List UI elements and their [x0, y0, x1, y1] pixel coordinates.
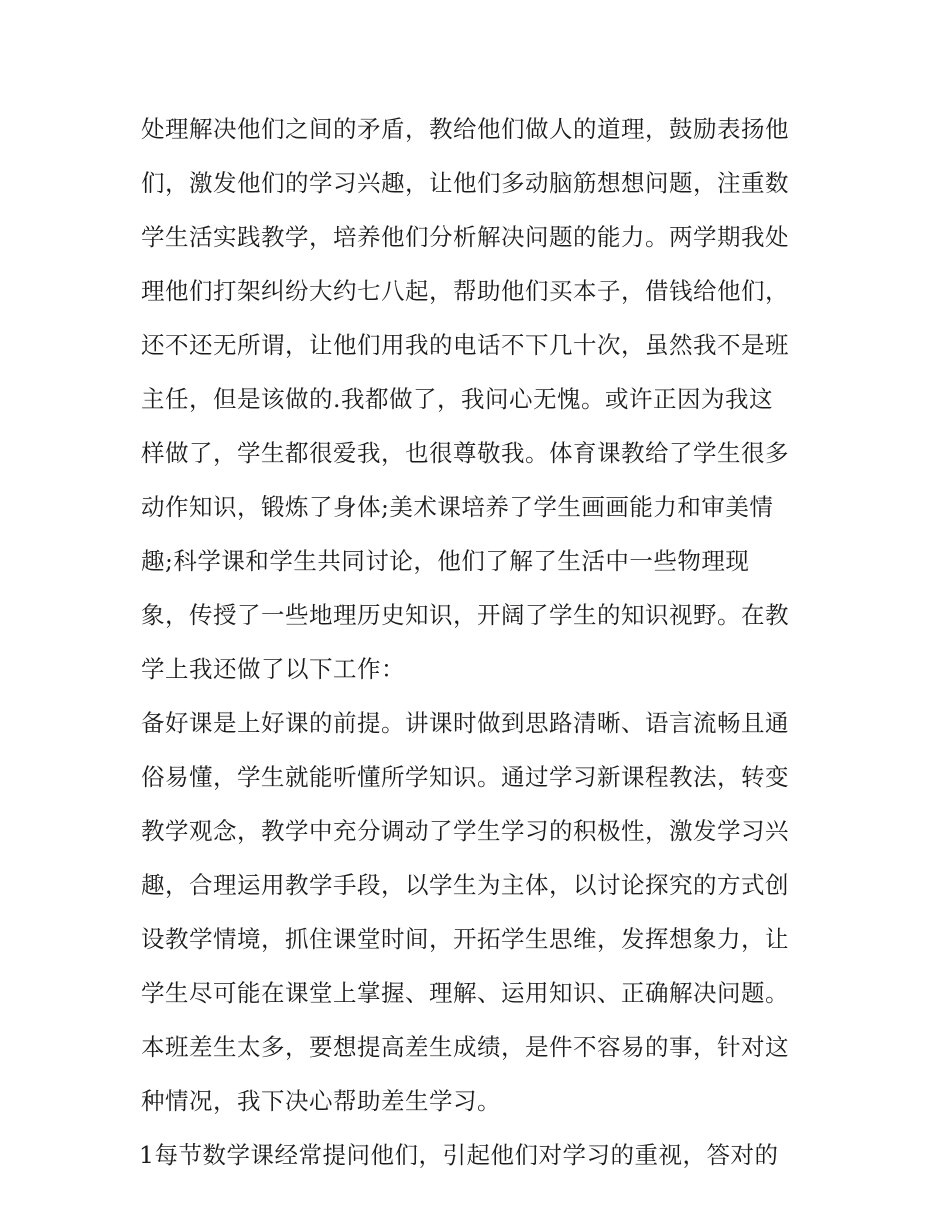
- text-line: 趣，合理运用教学手段，以学生为主体，以讨论探究的方式创: [141, 871, 789, 899]
- text-line: 本班差生太多，要想提高差生成绩，是件不容易的事，针对这: [141, 1033, 789, 1061]
- text-line: 们，激发他们的学习兴趣，让他们多动脑筋想想问题，注重数: [141, 169, 789, 197]
- text-line: 学生尽可能在课堂上掌握、理解、运用知识、正确解决问题。: [141, 979, 789, 1007]
- text-line: 主任，但是该做的.我都做了，我问心无愧。或许正因为我这: [141, 385, 773, 413]
- text-line: 备好课是上好课的前提。讲课时做到思路清晰、语言流畅且通: [141, 709, 789, 737]
- text-line: 象，传授了一些地理历史知识，开阔了学生的知识视野。在教: [141, 601, 789, 629]
- text-line: 1每节数学课经常提问他们，引起他们对学习的重视，答对的: [139, 1141, 779, 1169]
- text-line: 学生活实践教学，培养他们分析解决问题的能力。两学期我处: [141, 223, 789, 251]
- text-line: 趣;科学课和学生共同讨论，他们了解了生活中一些物理现: [141, 547, 750, 575]
- text-line: 还不还无所谓，让他们用我的电话不下几十次，虽然我不是班: [141, 331, 789, 359]
- text-line: 设教学情境，抓住课堂时间，开拓学生思维，发挥想象力，让: [141, 925, 789, 953]
- text-line: 动作知识，锻炼了身体;美术课培养了学生画画能力和审美情: [141, 493, 774, 521]
- text-line: 俗易懂，学生就能听懂所学知识。通过学习新课程教法，转变: [141, 763, 789, 791]
- text-line: 种情况，我下决心帮助差生学习。: [141, 1087, 501, 1115]
- text-line: 处理解决他们之间的矛盾，教给他们做人的道理，鼓励表扬他: [141, 115, 789, 143]
- text-line: 教学观念，教学中充分调动了学生学习的积极性，激发学习兴: [141, 817, 789, 845]
- text-line: 学上我还做了以下工作：: [141, 655, 405, 683]
- text-line: 理他们打架纠纷大约七八起，帮助他们买本子，借钱给他们，: [141, 277, 789, 305]
- text-line: 样做了，学生都很爱我，也很尊敬我。体育课教给了学生很多: [141, 439, 789, 467]
